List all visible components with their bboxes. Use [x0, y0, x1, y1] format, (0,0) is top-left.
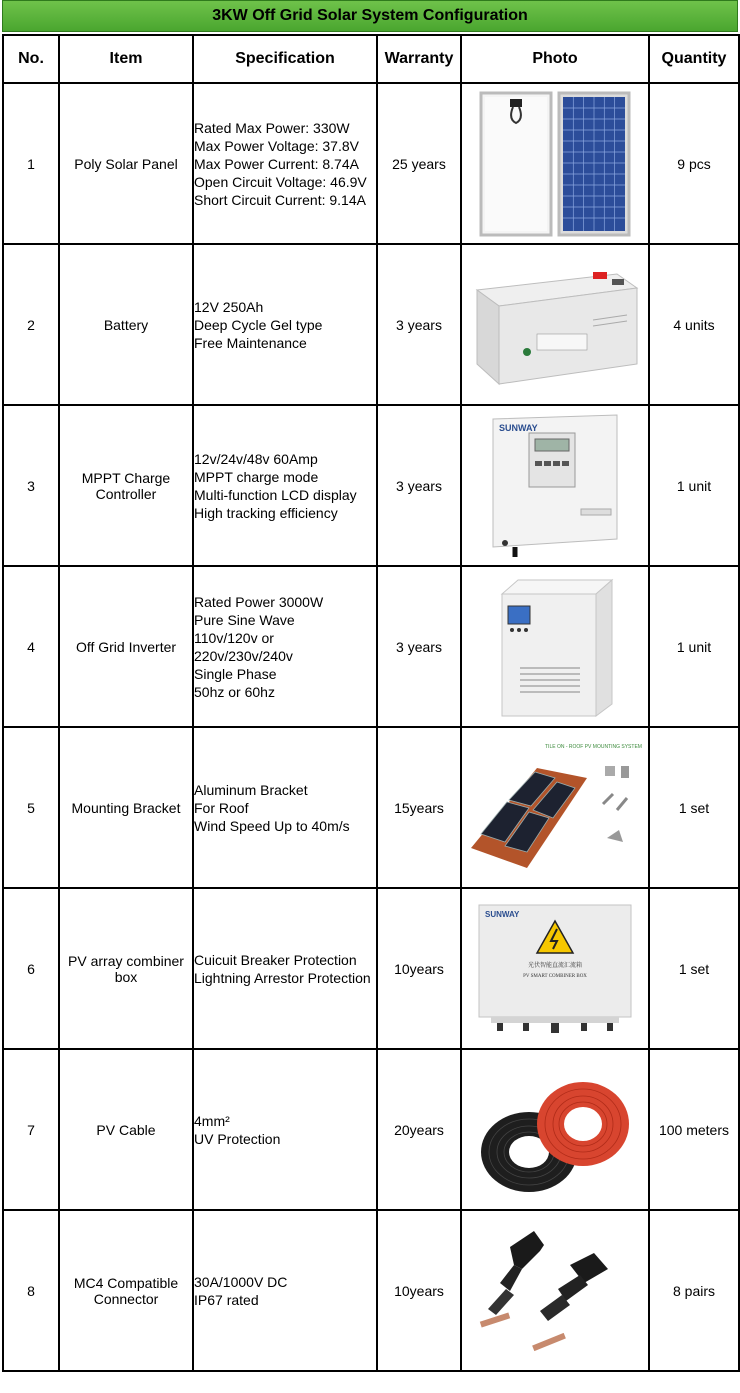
row-spec [193, 727, 377, 888]
connector-icon [470, 1221, 640, 1361]
battery-icon [467, 260, 643, 390]
page-title-text: 3KW Off Grid Solar System Configuration [212, 7, 528, 24]
row-item: Off Grid Inverter [59, 566, 193, 727]
row-spec [193, 566, 377, 727]
spec-line: Lightning Arrestor Protection [194, 969, 371, 986]
spec-line: UV Protection [194, 1130, 281, 1147]
row-item: Battery [59, 244, 193, 405]
spec-line: Single Phase [194, 665, 277, 682]
row-photo [461, 244, 649, 405]
spec-line: 12v/24v/48v 60Amp [194, 450, 318, 467]
header-photo: Photo [461, 35, 649, 83]
inverter-icon [490, 572, 620, 722]
row-spec [193, 244, 377, 405]
spec-line: MPPT charge mode [194, 468, 319, 485]
row-quantity: 8 pairs [649, 1210, 739, 1371]
row-warranty: 10years [377, 1210, 461, 1371]
spec-line: 30A/1000V DC [194, 1273, 288, 1290]
row-photo [461, 83, 649, 244]
row-warranty: 20years [377, 1049, 461, 1210]
spec-line: 220v/230v/240v [194, 647, 293, 664]
spec-line: Pure Sine Wave [194, 611, 295, 628]
row-item: PV Cable [59, 1049, 193, 1210]
row-warranty: 3 years [377, 405, 461, 566]
row-item: Mounting Bracket [59, 727, 193, 888]
spec-line: High tracking efficiency [194, 504, 338, 521]
mounting-caption: TILE ON - ROOF PV MOUNTING SYSTEM [545, 743, 642, 750]
table-row [3, 727, 739, 888]
roof-mounting-icon [467, 738, 643, 878]
table-header-row [3, 35, 739, 83]
combiner-cn-label: 光伏智能直流汇流箱 [527, 961, 583, 969]
header-quantity: Quantity [649, 35, 739, 83]
spec-line: Free Maintenance [194, 334, 307, 351]
row-warranty: 15years [377, 727, 461, 888]
row-photo [461, 405, 649, 566]
row-quantity: 1 unit [649, 566, 739, 727]
table-row [3, 1210, 739, 1371]
row-quantity: 9 pcs [649, 83, 739, 244]
row-item: PV array combiner box [59, 888, 193, 1049]
combiner-en-label: PV SMART COMBINER BOX [523, 973, 587, 979]
table-row [3, 1049, 739, 1210]
row-warranty: 3 years [377, 244, 461, 405]
spec-line: Max Power Voltage: 37.8V [194, 137, 359, 154]
spec-line: Multi-function LCD display [194, 486, 357, 503]
row-warranty: 3 years [377, 566, 461, 727]
row-warranty: 25 years [377, 83, 461, 244]
combiner-box-icon [473, 899, 637, 1039]
row-no: 2 [3, 244, 59, 405]
spec-line: 50hz or 60hz [194, 683, 275, 700]
combiner-brand-label: SUNWAY [485, 909, 520, 919]
spec-line: Deep Cycle Gel type [194, 316, 323, 333]
spec-line: Open Circuit Voltage: 46.9V [194, 173, 367, 190]
row-photo [461, 888, 649, 1049]
row-item: MPPT Charge Controller [59, 405, 193, 566]
table-row [3, 405, 739, 566]
spec-line: Rated Max Power: 330W [194, 119, 350, 136]
controller-brand-label: SUNWAY [499, 422, 538, 433]
header-item: Item [59, 35, 193, 83]
row-spec [193, 83, 377, 244]
row-photo [461, 727, 649, 888]
row-photo [461, 566, 649, 727]
row-no: 8 [3, 1210, 59, 1371]
spec-line: Aluminum Bracket [194, 781, 308, 798]
row-quantity: 100 meters [649, 1049, 739, 1210]
spec-line: IP67 rated [194, 1291, 259, 1308]
header-warranty: Warranty [377, 35, 461, 83]
row-warranty: 10years [377, 888, 461, 1049]
page-title [2, 0, 738, 32]
row-spec [193, 1210, 377, 1371]
table-row [3, 83, 739, 244]
row-spec [193, 1049, 377, 1210]
header-specification: Specification [193, 35, 377, 83]
row-no: 4 [3, 566, 59, 727]
row-no: 5 [3, 727, 59, 888]
cable-icon [475, 1060, 635, 1200]
row-spec [193, 405, 377, 566]
row-quantity: 1 set [649, 888, 739, 1049]
spec-line: Short Circuit Current: 9.14A [194, 191, 366, 208]
charge-controller-icon [485, 411, 625, 561]
table-row [3, 244, 739, 405]
row-quantity: 1 unit [649, 405, 739, 566]
spec-line: For Roof [194, 799, 249, 816]
solar-panel-icon [475, 89, 635, 239]
row-no: 7 [3, 1049, 59, 1210]
spec-line: Cuicuit Breaker Protection [194, 951, 357, 968]
row-no: 1 [3, 83, 59, 244]
spec-line: Max Power Current: 8.74A [194, 155, 359, 172]
row-item: MC4 Compatible Connector [59, 1210, 193, 1371]
header-no: No. [3, 35, 59, 83]
spec-line: 110v/120v or [194, 629, 274, 646]
row-item: Poly Solar Panel [59, 83, 193, 244]
spec-line: 4mm² [194, 1112, 230, 1129]
row-spec [193, 888, 377, 1049]
row-no: 3 [3, 405, 59, 566]
row-photo [461, 1049, 649, 1210]
row-no: 6 [3, 888, 59, 1049]
row-quantity: 1 set [649, 727, 739, 888]
table-row [3, 888, 739, 1049]
table-row [3, 566, 739, 727]
spec-line: Rated Power 3000W [194, 593, 324, 610]
row-quantity: 4 units [649, 244, 739, 405]
row-photo [461, 1210, 649, 1371]
spec-line: Wind Speed Up to 40m/s [194, 817, 350, 834]
configuration-table [2, 34, 740, 1372]
spec-line: 12V 250Ah [194, 298, 264, 315]
